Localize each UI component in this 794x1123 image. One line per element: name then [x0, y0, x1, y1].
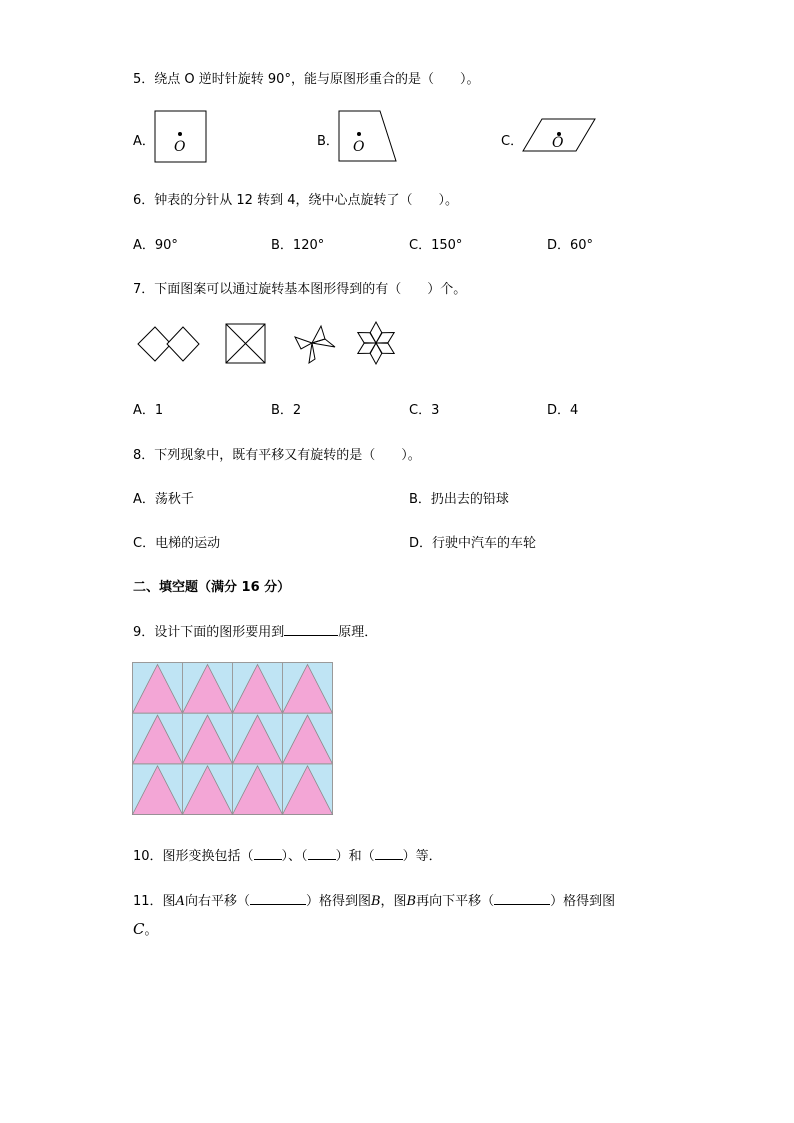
pinwheel-figure [291, 323, 339, 367]
q7-option-d: D．4 [547, 403, 579, 418]
answer-blank[interactable] [308, 847, 336, 860]
q11-part-5: 再向下平移（ [416, 894, 495, 909]
q5-option-a-label: A． [133, 134, 155, 149]
answer-blank[interactable] [250, 892, 306, 905]
q9-stem-after: 原理． [338, 625, 378, 640]
q11-stem [133, 890, 615, 909]
answer-blank[interactable] [284, 623, 338, 636]
figure-b-label: B [406, 894, 417, 909]
six-point-star-figure [354, 319, 398, 367]
trapezoid-figure [334, 108, 404, 168]
q8-option-a: A．荡秋千 [133, 492, 194, 507]
q5-stem: 5．绕点 O 逆时针旋转 90°，能与原图形重合的是（ ）。 [133, 72, 480, 87]
point-o-label: O [552, 135, 564, 151]
section-title: 二、填空题（满分 16 分） [133, 580, 291, 595]
point-o-label: O [174, 139, 186, 155]
point-o-label: O [353, 139, 365, 155]
answer-blank[interactable] [494, 892, 550, 905]
q11-part-7: 。 [144, 923, 158, 938]
q11-part-2: 向右平移（ [184, 894, 250, 909]
q9-stem [133, 621, 377, 640]
q10-part-1: 10．图形变换包括（ [133, 849, 254, 864]
q6-option-a: A．90° [133, 238, 178, 253]
q7-stem: 7．下面图案可以通过旋转基本图形得到的有（ ）个。 [133, 282, 467, 297]
figure-c-label: C [133, 920, 145, 938]
q10-stem [133, 845, 442, 864]
q6-option-b: B．120° [271, 238, 325, 253]
q11-part-3: ）格得到图 [305, 894, 371, 909]
q11-part-4: ，图 [380, 894, 407, 909]
two-squares-figure [136, 323, 202, 363]
triangle-pattern [132, 662, 333, 815]
answer-blank[interactable] [254, 847, 282, 860]
q10-part-2: ）、（ [281, 849, 308, 864]
q7-option-a: A．1 [133, 403, 164, 418]
answer-blank[interactable] [375, 847, 403, 860]
q5-option-c-label: C． [501, 134, 524, 149]
q9-stem-before: 9．设计下面的图形要用到 [133, 625, 285, 640]
q7-option-c: C．3 [409, 403, 440, 418]
square-figure [150, 108, 210, 168]
q5-option-b-label: B． [317, 134, 339, 149]
figure-b-label: B [370, 894, 381, 909]
q6-stem: 6．钟表的分针从 12 转到 4，绕中心点旋转了（ ）。 [133, 193, 458, 208]
q11-part-6: ）格得到图 [550, 894, 616, 909]
square-diagonals-figure [225, 323, 267, 365]
q8-option-c: C．电梯的运动 [133, 536, 221, 551]
q6-option-d: D．60° [547, 238, 594, 253]
q7-option-b: B．2 [271, 403, 302, 418]
q8-stem: 8．下列现象中，既有平移又有旋转的是（ ）。 [133, 448, 421, 463]
q8-option-d: D．行驶中汽车的车轮 [409, 536, 537, 551]
q10-part-3: ）和（ [335, 849, 375, 864]
q6-option-c: C．150° [409, 238, 463, 253]
q11-part-1: 11．图 [133, 894, 176, 909]
figure-a-label: A [175, 894, 185, 909]
q10-part-4: ）等． [402, 849, 442, 864]
q11-stem-line-2 [133, 919, 158, 938]
q8-option-b: B．扔出去的铅球 [409, 492, 509, 507]
